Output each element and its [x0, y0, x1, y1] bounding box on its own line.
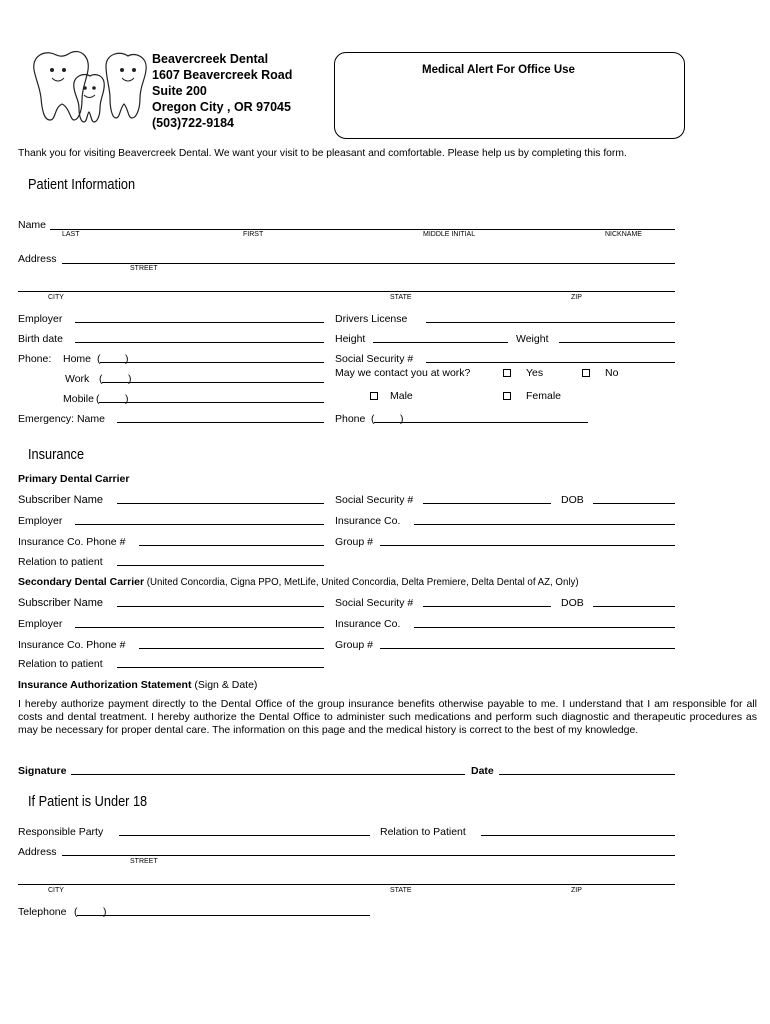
employer-label: Employer: [18, 313, 63, 325]
secondary-relation-label: Relation to patient: [18, 658, 103, 670]
patient-info-heading: Patient Information: [28, 177, 136, 193]
medical-alert-label: Medical Alert For Office Use: [422, 64, 575, 76]
emergency-phone-label: Phone: [335, 413, 366, 425]
phone-label: Phone:: [18, 353, 52, 365]
tooth-family-logo: [28, 48, 150, 124]
first-sublabel: FIRST: [243, 231, 264, 238]
contact-at-work-question: May we contact you at work?: [335, 367, 471, 379]
minor-telephone-line[interactable]: [77, 915, 370, 916]
no-label: No: [605, 367, 619, 379]
primary-insurance-co-label: Insurance Co.: [335, 515, 401, 527]
female-label: Female: [526, 390, 562, 402]
minor-city-sublabel: CITY: [48, 887, 64, 894]
primary-insurance-phone-label: Insurance Co. Phone #: [18, 536, 126, 548]
drivers-license-label: Drivers License: [335, 313, 408, 325]
primary-ssn-label: Social Security #: [335, 494, 414, 506]
work-area-code-paren-close: ): [128, 373, 132, 385]
secondary-carrier-title: Secondary Dental Carrier: [18, 576, 145, 588]
secondary-employer-label: Employer: [18, 618, 63, 630]
birth-date-line[interactable]: [75, 342, 324, 343]
secondary-relation-line[interactable]: [117, 667, 324, 668]
practice-phone: (503)722-9184: [152, 116, 235, 130]
practice-suite: Suite 200: [152, 84, 207, 98]
signature-label: Signature: [18, 765, 67, 777]
secondary-dob-label: DOB: [561, 597, 584, 609]
secondary-group-line[interactable]: [380, 648, 675, 649]
emergency-phone-line[interactable]: [374, 422, 588, 423]
primary-group-line[interactable]: [380, 545, 675, 546]
height-label: Height: [335, 333, 366, 345]
minor-city-line[interactable]: [18, 884, 675, 885]
work-area-code-paren: (: [99, 373, 103, 385]
state-sublabel: STATE: [390, 294, 412, 301]
auth-title: Insurance Authorization Statement: [18, 679, 192, 691]
minor-street-sublabel: STREET: [130, 858, 158, 865]
auth-heading: [18, 679, 257, 691]
primary-subscriber-line[interactable]: [117, 503, 324, 504]
primary-insurance-phone-line[interactable]: [139, 545, 324, 546]
zip-sublabel: ZIP: [571, 294, 582, 301]
name-label: Name: [18, 219, 47, 231]
practice-city: Oregon City , OR 97045: [152, 100, 291, 114]
primary-carrier-heading: Primary Dental Carrier: [18, 473, 130, 485]
secondary-subscriber-label: Subscriber Name: [18, 597, 103, 609]
secondary-subscriber-line[interactable]: [117, 606, 324, 607]
female-checkbox[interactable]: [503, 392, 511, 400]
home-label: Home: [63, 353, 92, 365]
minor-street-line[interactable]: [62, 855, 675, 856]
date-line[interactable]: [499, 774, 675, 775]
secondary-insurance-phone-label: Insurance Co. Phone #: [18, 639, 126, 651]
mobile-phone-line[interactable]: [99, 402, 324, 403]
nickname-sublabel: NICKNAME: [605, 231, 642, 238]
city-line[interactable]: [18, 291, 675, 292]
yes-label: Yes: [526, 367, 544, 379]
secondary-insurance-co-line[interactable]: [414, 627, 675, 628]
signature-line[interactable]: [71, 774, 465, 775]
secondary-dob-line[interactable]: [593, 606, 675, 607]
intro-text: Thank you for visiting Beavercreek Dental. We want your visit to be pleasant and comfortable. Please help us by completing this form.: [18, 148, 627, 159]
minor-heading: If Patient is Under 18: [28, 794, 148, 810]
auth-note: (Sign & Date): [191, 679, 258, 691]
street-line[interactable]: [62, 263, 675, 264]
primary-insurance-co-line[interactable]: [414, 524, 675, 525]
last-sublabel: LAST: [62, 231, 80, 238]
drivers-license-line[interactable]: [426, 322, 675, 323]
secondary-insurance-phone-line[interactable]: [139, 648, 324, 649]
street-sublabel: STREET: [130, 265, 158, 272]
responsible-party-label: Responsible Party: [18, 826, 104, 838]
primary-dob-line[interactable]: [593, 503, 675, 504]
employer-line[interactable]: [75, 322, 324, 323]
secondary-employer-line[interactable]: [75, 627, 324, 628]
work-phone-line[interactable]: [102, 382, 324, 383]
secondary-carrier-heading: [18, 576, 579, 589]
responsible-party-line[interactable]: [119, 835, 370, 836]
date-label: Date: [471, 765, 494, 777]
minor-address-label: Address: [18, 846, 57, 858]
emergency-area-code-paren: (: [371, 413, 375, 425]
work-label: Work: [65, 373, 90, 385]
emergency-name-label: Emergency: Name: [18, 413, 105, 425]
birth-date-label: Birth date: [18, 333, 63, 345]
authorization-text: I hereby authorize payment directly to the Dental Office of the group insurance benefits otherwise payable to me. I understand that I am responsible for all costs and dental treatment. I hereby authorize the Dental Office to administer such medications and perform such diagnostic and therapeutic procedures as may be necessary for proper dental care. The information on this page and the medical history is correct to the best of my knowledge.: [18, 698, 757, 736]
mobile-area-code-paren: (: [96, 393, 100, 405]
minor-telephone-label: Telephone: [18, 906, 67, 918]
home-area-code-paren-close: ): [125, 353, 129, 365]
yes-checkbox[interactable]: [503, 369, 511, 377]
secondary-ssn-label: Social Security #: [335, 597, 414, 609]
practice-name: Beavercreek Dental: [152, 52, 269, 66]
home-area-code-paren: (: [97, 353, 101, 365]
primary-employer-line[interactable]: [75, 524, 324, 525]
primary-ssn-line[interactable]: [423, 503, 551, 504]
ssn-line[interactable]: [426, 362, 675, 363]
primary-relation-line[interactable]: [117, 565, 324, 566]
middle-sublabel: MIDDLE INITIAL: [423, 231, 476, 238]
minor-relation-line[interactable]: [481, 835, 675, 836]
emergency-name-line[interactable]: [117, 422, 324, 423]
secondary-ssn-line[interactable]: [423, 606, 551, 607]
primary-subscriber-label: Subscriber Name: [18, 494, 103, 506]
home-phone-line[interactable]: [100, 362, 324, 363]
secondary-carrier-note: (United Concordia, Cigna PPO, MetLife, United Concordia, Delta Premiere, Delta Dental of AZ, Only): [144, 577, 579, 588]
emergency-area-code-paren-close: ): [400, 413, 404, 425]
secondary-insurance-co-label: Insurance Co.: [335, 618, 401, 630]
no-checkbox[interactable]: [582, 369, 590, 377]
practice-street: 1607 Beavercreek Road: [152, 68, 293, 82]
minor-state-sublabel: STATE: [390, 887, 412, 894]
insurance-heading: Insurance: [28, 447, 85, 463]
male-checkbox[interactable]: [370, 392, 378, 400]
male-label: Male: [390, 390, 413, 402]
primary-group-label: Group #: [335, 536, 373, 548]
mobile-label: Mobile: [63, 393, 94, 405]
secondary-group-label: Group #: [335, 639, 373, 651]
minor-area-code-paren-close: ): [103, 906, 107, 918]
mobile-area-code-paren-close: ): [125, 393, 129, 405]
weight-line[interactable]: [559, 342, 675, 343]
primary-employer-label: Employer: [18, 515, 63, 527]
minor-zip-sublabel: ZIP: [571, 887, 582, 894]
minor-area-code-paren: (: [74, 906, 78, 918]
minor-relation-label: Relation to Patient: [380, 826, 466, 838]
city-sublabel: CITY: [48, 294, 64, 301]
address-label: Address: [18, 253, 57, 265]
primary-dob-label: DOB: [561, 494, 584, 506]
weight-label: Weight: [516, 333, 549, 345]
ssn-label: Social Security #: [335, 353, 414, 365]
name-line[interactable]: [50, 229, 675, 230]
height-line[interactable]: [373, 342, 508, 343]
primary-relation-label: Relation to patient: [18, 556, 103, 568]
